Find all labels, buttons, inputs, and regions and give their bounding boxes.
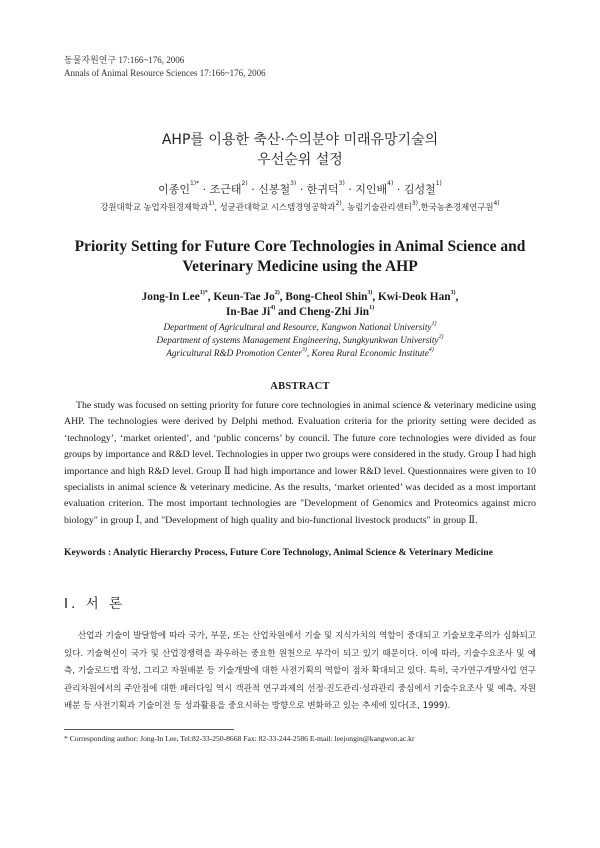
english-author: and Cheng-Zhi Jin — [275, 306, 370, 318]
korean-title-line2: 우선순위 설정 — [257, 152, 343, 168]
english-author: In-Bae Ji — [225, 306, 271, 318]
korean-author-superscript: 3) — [338, 180, 345, 187]
english-author: Jong-In Lee — [141, 291, 200, 303]
abstract-body — [64, 398, 536, 529]
english-affiliation-1: Department of Agricultural and Resource, Kangwon National University$^{1)}$ — [163, 321, 437, 332]
english-authors-line2 — [0, 306, 600, 318]
english-author-superscript: 4) — [270, 305, 276, 311]
korean-author: · 조근태 — [199, 183, 242, 196]
footnote-corresponding-author: * Corresponding author: Jong-In Lee, Tel:82-33-250-8668 Fax: 82-33-244-2586 E-mail: leejongin@kangwon.ac.kr — [64, 734, 415, 743]
korean-author-superscript: 4) — [387, 180, 394, 187]
korean-affiliation: ,한국농촌경제연구원 — [418, 202, 494, 212]
korean-author: · 지인배 — [344, 183, 388, 196]
korean-title-line1: AHP를 이용한 축산·수의분야 미래유망기술의 — [161, 132, 439, 148]
korean-affiliation: , 농림기술관리센터 — [341, 202, 412, 212]
keywords: Keywords : Analytic Hierarchy Process, Future Core Technology, Animal Science & Veterinary Medicine — [64, 547, 493, 558]
english-author-superscript: 1)* — [199, 290, 208, 296]
korean-authors — [0, 181, 600, 197]
abstract-heading: ABSTRACT — [270, 381, 330, 392]
korean-author-superscript: 3) — [290, 180, 297, 187]
english-author-superscript: 1) — [369, 305, 375, 311]
abstract-text: The study was focused on setting priority for future core technologies in animal science & veterinary medicine using AHP. The technologies were derived by Delphi method. Evaluation criteria for the priority setting were decided as ‘technology’, ‘market oriented’, and ‘public concerns’ by council. The future core technologies were divided as four groups by importance and R&D level. Technologies in upper two groups were considered in the study. Group Ⅰ had high importance and high R&D level. Group Ⅱ had high importance and lower R&D level. Questionnaires were given to 10 specialists in animal science & veterinary medicine. As the results, ‘market oriented’ was decided as a most important evaluation criterion. The most important technologies are "Development of Genomics and Proteomics against micro biology" in group Ⅰ, and "Development of high quality and bio-functional livestock products" in group Ⅱ. — [64, 400, 536, 526]
introduction-body — [64, 628, 536, 716]
english-author: , Bong-Cheol Shin — [279, 291, 368, 303]
journal-citation-english: Annals of Animal Resource Sciences 17:166~176, 2006 — [64, 68, 266, 78]
korean-author-superscript: 1) — [435, 180, 442, 187]
korean-author-superscript: 1)* — [189, 180, 200, 187]
english-author: , — [455, 291, 459, 303]
english-affiliation-2: Department of systems Management Engineering, Sungkyunkwan University$^{2)}$ — [156, 334, 444, 345]
english-author-superscript: 2) — [274, 290, 280, 296]
english-authors-line1 — [0, 291, 600, 303]
english-affiliation-3: Agricultural R&D Promotion Center$^{3)}$, Korea Rural Economic Institute$^{4)}$ — [166, 347, 434, 358]
korean-affiliation-superscript: 4) — [493, 200, 500, 207]
korean-author: · 김성철 — [393, 183, 436, 196]
korean-author: · 신봉철 — [247, 183, 291, 196]
korean-affiliations — [0, 201, 600, 213]
korean-author: 이종인 — [158, 183, 190, 196]
english-title-line1: Priority Setting for Future Core Technologies in Animal Science and — [74, 238, 526, 255]
english-author-superscript: 3) — [450, 290, 456, 296]
english-title-line2: Veterinary Medicine using the AHP — [182, 258, 418, 275]
korean-affiliation-superscript: 2) — [335, 200, 342, 207]
section-heading-introduction: Ⅰ. 서 론 — [64, 596, 125, 612]
korean-author-superscript: 2) — [241, 180, 248, 187]
korean-affiliation: 강원대학교 농업자원경제학과 — [100, 202, 209, 212]
english-author: , Keun-Tae Jo — [207, 291, 275, 303]
journal-citation-korean: 동물자원연구 17:166~176, 2006 — [64, 55, 185, 65]
english-author: , Kwi-Deok Han — [372, 291, 451, 303]
korean-affiliation-superscript: 3) — [411, 200, 418, 207]
korean-author: · 한귀덕 — [296, 183, 339, 196]
introduction-paragraph: 산업과 기술이 발달함에 따라 국가, 부문, 또는 산업차원에서 기술 및 지식가치의 역할이 중대되고 기술보호주의가 심화되고 있다. 기술혁신이 국가 및 산업경쟁력을 좌우하는 중요한 원천으로 부각이 되고 있기 때문이다. 이에 따라, 기술수요조사 및 예측, 기술로드맵 작성, 그리고 자원배분 등 기술개발에 대한 사전기획의 역할이 점차 확대되고 있다. 특히, 국가연구개발사업 연구관리차원에서의 주안점에 대한 패러다임 역시 객관적 연구과제의 선정·진도관리·성과관리 중심에서 기술수요조사 및 예측, 자원배분 등 사전기획과 기술이전 등 성과활용을 중요시하는 방향으로 변화하고 있는 추세에 있다(조, 1999). — [64, 631, 536, 712]
footnote-divider — [64, 729, 234, 730]
english-author-superscript: 3) — [367, 290, 373, 296]
korean-affiliation-superscript: 1) — [208, 200, 215, 207]
korean-affiliation: , 성균관대학교 시스템경영공학과 — [214, 202, 336, 212]
